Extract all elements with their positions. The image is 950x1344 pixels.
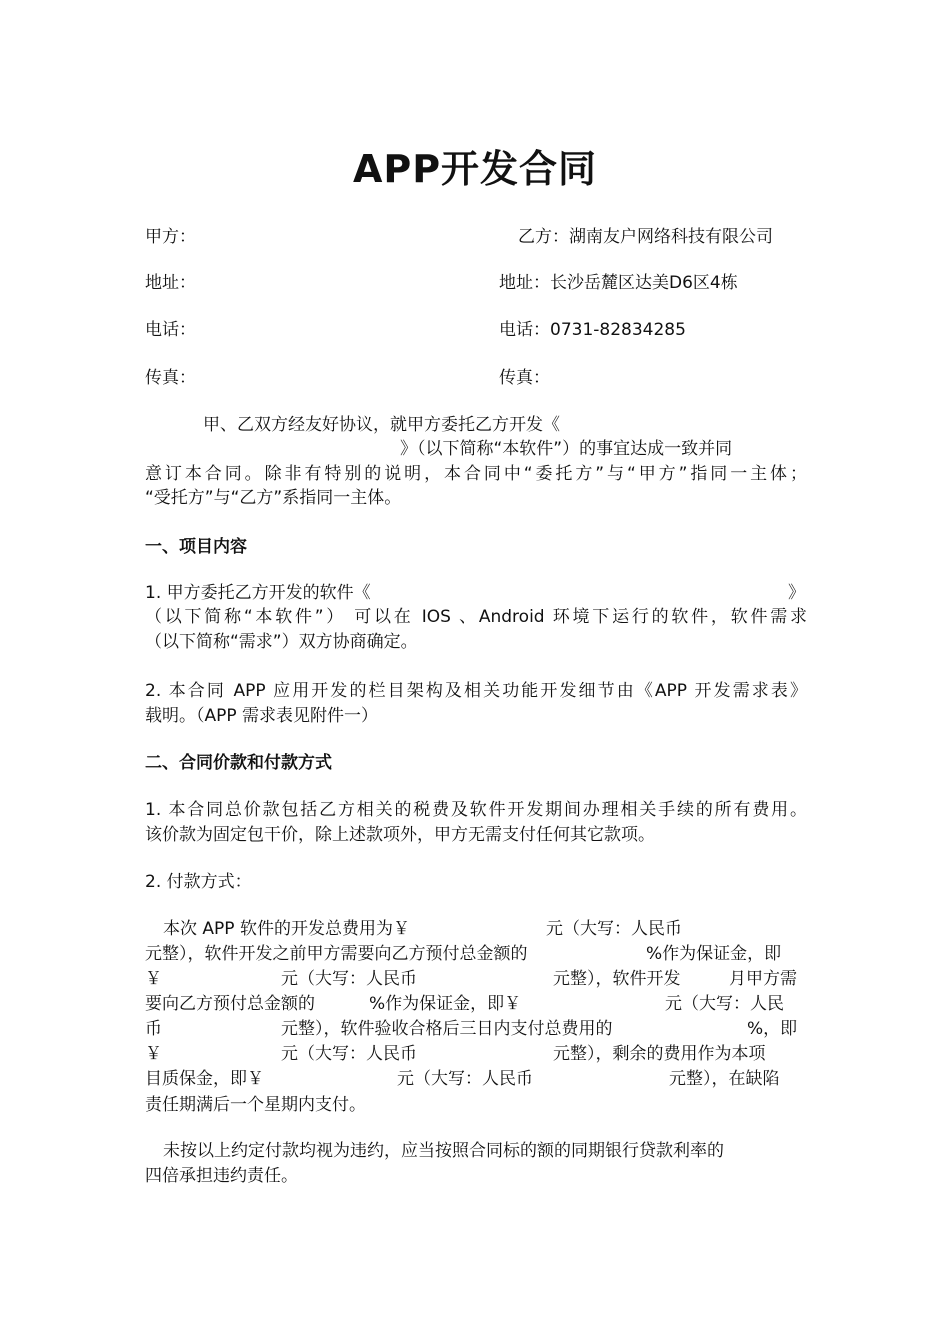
section-1-item-2-line-1: 2. 本合同 APP 应用开发的栏目架构及相关功能开发细节由《APP 开发需求表》 [145,681,807,701]
payment-line-2-a: 元整），软件开发之前甲方需要向乙方预付总金额的 [145,944,528,964]
section-1-item-1-close: 》 [788,583,805,603]
payment-line-6-a: ￥ [145,1044,162,1064]
breach-line-2: 四倍承担违约责任。 [145,1166,298,1186]
party-a-address: 地址： [145,273,196,293]
payment-line-4-a: 要向乙方预付总金额的 [145,994,315,1014]
payment-line-4-b: %作为保证金，即￥ [369,994,522,1014]
section-2-item-1-line-1: 1. 本合同总价款包括乙方相关的税费及软件开发期间办理相关手续的所有费用。 [145,800,807,820]
payment-line-3-b: 元（大写：人民币 [281,969,417,989]
section-1-heading: 一、项目内容 [145,537,247,557]
payment-line-5-c: %，即 [747,1019,798,1039]
payment-line-8: 责任期满后一个星期内支付。 [145,1095,366,1115]
payment-line-6-b: 元（大写：人民币 [281,1044,417,1064]
payment-line-7-c: 元整），在缺陷 [669,1069,780,1089]
page-title: APP开发合同 [352,147,598,191]
payment-line-5-b: 元整），软件验收合格后三日内支付总费用的 [281,1019,613,1039]
intro-line-4: “受托方”与“乙方”系指同一主体。 [145,488,402,508]
intro-line-1: 甲、乙双方经友好协议，就甲方委托乙方开发《 [203,415,560,435]
section-2-heading: 二、合同价款和付款方式 [145,753,332,773]
payment-line-7-b: 元（大写：人民币 [397,1069,533,1089]
payment-line-4-c: 元（大写：人民 [665,994,784,1014]
party-a-label: 甲方： [145,227,196,247]
intro-line-2: 》（以下简称“本软件”）的事宜达成一致并同 [400,439,733,459]
payment-line-3-c: 元整），软件开发 [553,969,681,989]
section-1-item-1-start: 1. 甲方委托乙方开发的软件《 [145,583,371,603]
party-b-phone: 电话：0731-82834285 [499,320,686,340]
section-1-item-1-line-3: （以下简称“需求”）双方协商确定。 [145,632,418,652]
party-b-name: 乙方：湖南友户网络科技有限公司 [518,227,773,247]
payment-line-7-a: 目质保金，即￥ [145,1069,264,1089]
payment-line-5-a: 币 [145,1019,162,1039]
party-a-phone: 电话： [145,320,196,340]
intro-line-3: 意订本合同。除非有特别的说明，本合同中“委托方”与“甲方”指同一主体； [145,464,807,484]
section-1-item-2-line-2: 载明。（APP 需求表见附件一） [145,706,379,726]
payment-line-1-b: 元（大写：人民币 [546,919,682,939]
section-2-item-1-line-2: 该价款为固定包干价，除上述款项外，甲方无需支付任何其它款项。 [145,825,655,845]
section-1-item-1-line-2: （以下简称“本软件”） 可以在 IOS 、Android 环境下运行的软件，软件需求 [145,607,807,627]
section-2-item-2: 2. 付款方式： [145,872,252,892]
party-a-fax: 传真： [145,368,196,388]
party-b-address: 地址：长沙岳麓区达美D6区4栋 [499,273,738,293]
party-b-fax: 传真： [499,368,550,388]
payment-line-2-b: %作为保证金，即 [646,944,782,964]
breach-line-1: 未按以上约定付款均视为违约，应当按照合同标的额的同期银行贷款利率的 [163,1141,724,1161]
payment-line-6-c: 元整），剩余的费用作为本项 [553,1044,766,1064]
payment-line-3-a: ￥ [145,969,162,989]
payment-line-1-a: 本次 APP 软件的开发总费用为￥ [163,919,410,939]
payment-line-3-d: 月甲方需 [729,969,797,989]
